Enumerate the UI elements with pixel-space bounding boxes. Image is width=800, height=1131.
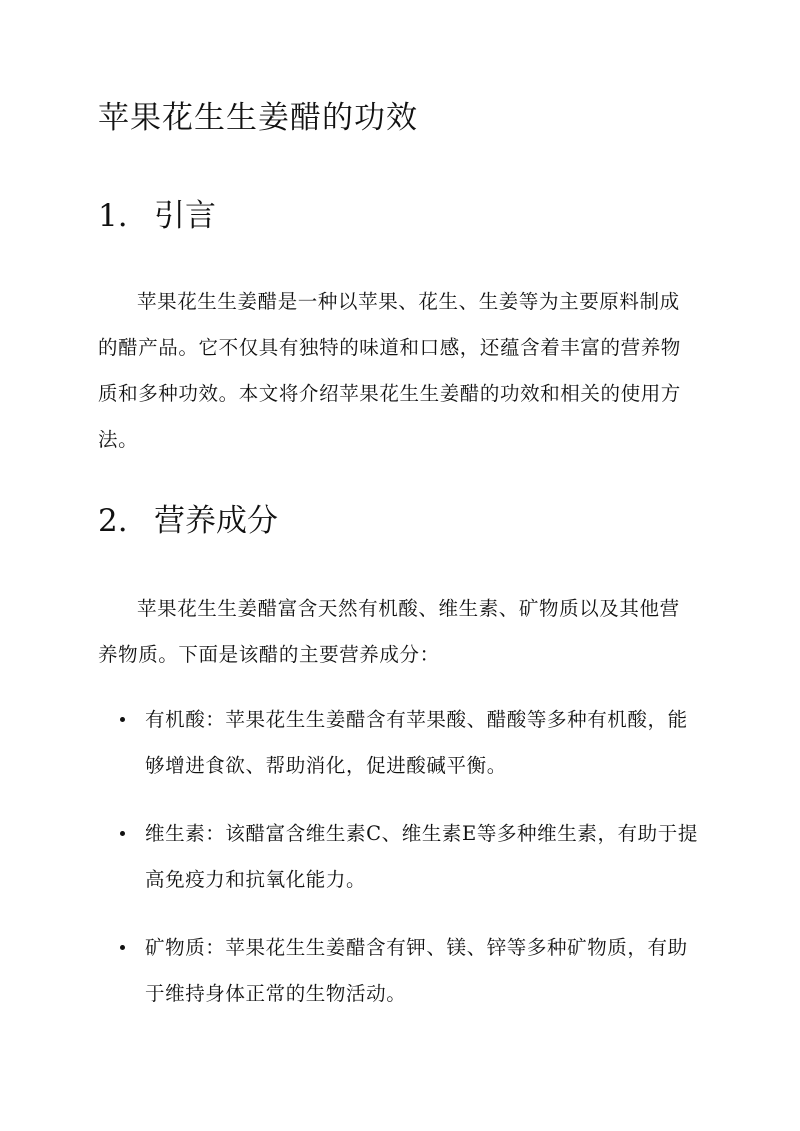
section-heading-nutrition	[98, 499, 278, 543]
bullet-icon	[120, 717, 125, 722]
list-item-text: 矿物质：苹果花生生姜醋含有钾、镁、锌等多种矿物质，有助于维持身体正常的生物活动。	[145, 936, 688, 1005]
nutrition-bullet-list	[98, 697, 698, 1039]
section-heading-introduction	[98, 194, 216, 238]
section-title: 营养成分	[154, 503, 278, 539]
introduction-paragraph: 苹果花生生姜醋是一种以苹果、花生、生姜等为主要原料制成的醋产品。它不仅具有独特的味道和口感，还蕴含着丰富的营养物质和多种功效。本文将介绍苹果花生生姜醋的功效和相关的使用方法。	[98, 290, 681, 451]
document-title: 苹果花生生姜醋的功效	[98, 100, 418, 136]
section-number: 2.	[98, 503, 128, 539]
nutrition-paragraph: 苹果花生生姜醋富含天然有机酸、维生素、矿物质以及其他营养物质。下面是该醋的主要营养成分：	[98, 597, 680, 666]
section-number: 1.	[98, 198, 128, 234]
bullet-icon	[120, 831, 125, 836]
section-title: 引言	[154, 198, 216, 234]
list-item-text: 有机酸：苹果花生生姜醋含有苹果酸、醋酸等多种有机酸，能够增进食欲、帮助消化，促进酸碱平衡。	[145, 708, 688, 777]
list-item	[98, 697, 698, 789]
bullet-icon	[120, 945, 125, 950]
list-item-text: 维生素：该醋富含维生素C、维生素E等多种维生素，有助于提高免疫力和抗氧化能力。	[145, 822, 698, 891]
list-item	[98, 925, 698, 1017]
list-item	[98, 811, 698, 903]
